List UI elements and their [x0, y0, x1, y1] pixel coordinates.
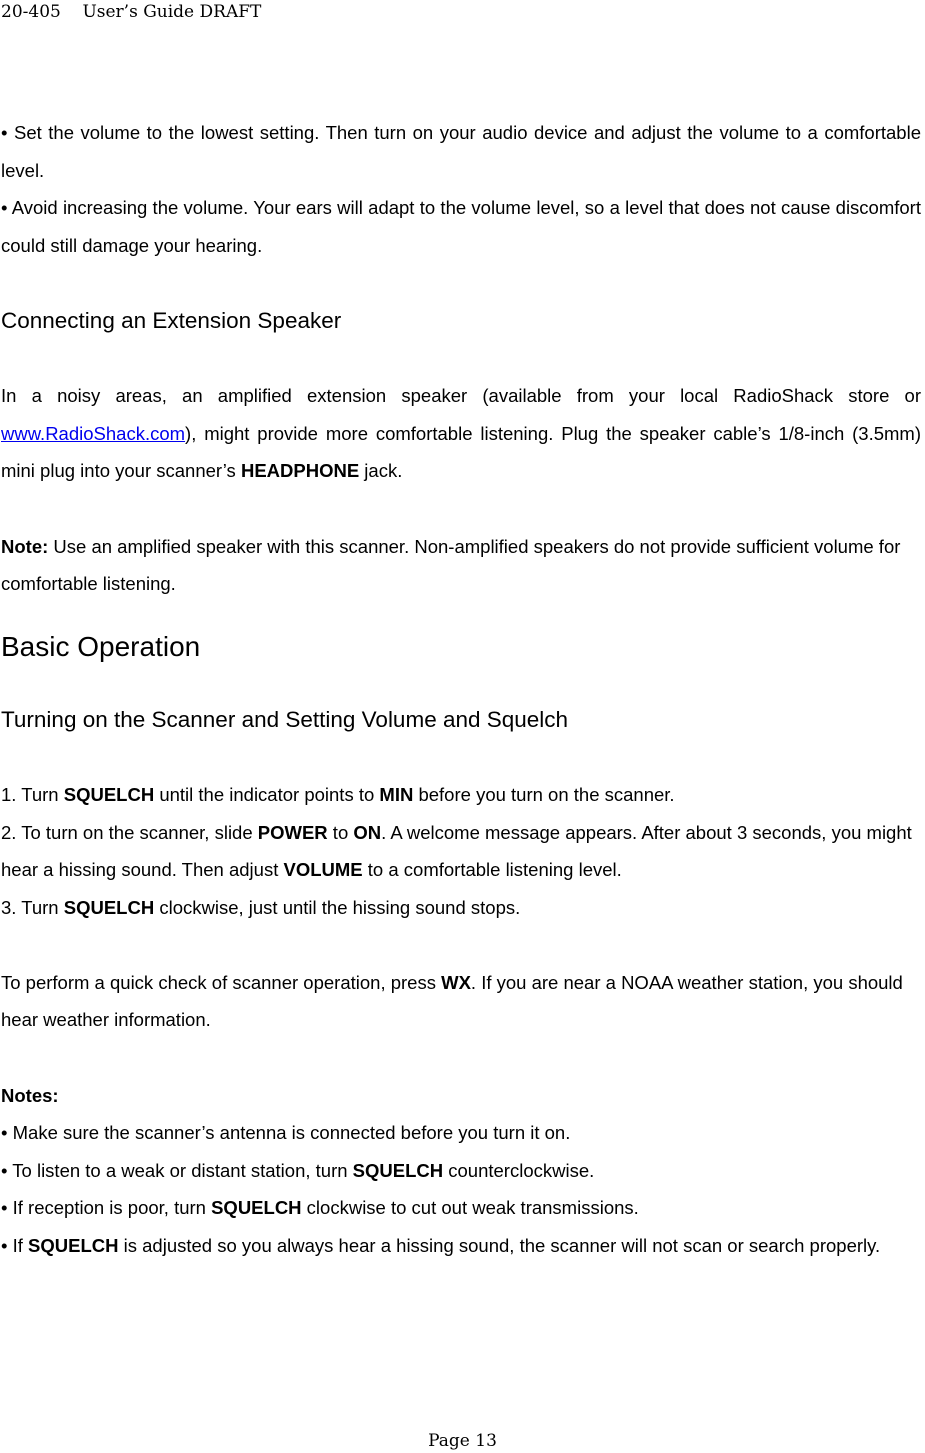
extension-speaker-note — [1, 528, 921, 603]
notes-label-text: Notes: — [1, 1084, 59, 1106]
note-label: Note: — [1, 535, 49, 557]
turning-on-heading: Turning on the Scanner and Setting Volume and Squelch — [1, 706, 569, 732]
squelch-term: SQUELCH — [211, 1197, 302, 1219]
text-run: To perform a quick check of scanner operation, press — [1, 971, 442, 993]
squelch-term: SQUELCH — [63, 783, 155, 805]
power-term: POWER — [257, 821, 328, 843]
text-run: • If reception is poor, turn — [1, 1197, 212, 1219]
text-run: to — [327, 821, 354, 843]
note-item-1: • Make sure the scanner’s antenna is connected before you turn it on. — [1, 1122, 571, 1144]
text-run: • To listen to a weak or distant station, turn — [1, 1159, 353, 1181]
note-item-2 — [1, 1152, 921, 1190]
volume-bullet-1: • Set the volume to the lowest setting. Then turn on your audio device and adjust the volume to a comfortable level. — [1, 122, 921, 181]
spacer — [1, 603, 921, 627]
extension-speaker-paragraph — [1, 377, 921, 490]
volume-bullet-2: • Avoid increasing the volume. Your ears will adapt to the volume level, so a level that does not cause discomfort could still damage your hearing. — [1, 197, 921, 256]
spacer — [1, 667, 921, 701]
min-term: MIN — [379, 783, 414, 805]
spacer — [1, 490, 921, 528]
notes-label — [1, 1077, 921, 1115]
text-run: is adjusted so you always hear a hissing sound, the scanner will not scan or search properly. — [118, 1235, 881, 1257]
spacer — [1, 340, 921, 378]
quick-check-paragraph — [1, 964, 921, 1039]
text-run: . A welcome message appears. After about 3 seconds, you might hear a hissing sound. Then adjust — [1, 821, 912, 881]
page-header: 20-405 User’s Guide DRAFT — [1, 2, 262, 22]
text-run: until the indicator points to — [154, 783, 380, 805]
radioshack-link[interactable]: www.RadioShack.com — [1, 422, 186, 444]
text-run: 1. Turn — [1, 783, 64, 805]
text-run: clockwise to cut out weak transmissions. — [301, 1197, 639, 1219]
spacer — [1, 738, 921, 776]
squelch-term: SQUELCH — [352, 1159, 444, 1181]
text-run: 3. Turn — [1, 896, 64, 918]
text-run: jack. — [359, 460, 403, 482]
extension-speaker-heading: Connecting an Extension Speaker — [1, 307, 342, 333]
text-run: counterclockwise. — [443, 1159, 595, 1181]
text-run: before you turn on the scanner. — [413, 783, 675, 805]
step-3 — [1, 889, 921, 927]
headphone-term: HEADPHONE — [240, 460, 360, 482]
spacer — [1, 1039, 921, 1077]
volume-term: VOLUME — [283, 859, 363, 881]
text-run: • If — [1, 1235, 29, 1257]
step-2 — [1, 814, 921, 889]
note-text: Use an amplified speaker with this scanner. Non-amplified speakers do not provide sufficient volume for comfortable listening. — [1, 535, 901, 595]
step-1 — [1, 776, 921, 814]
squelch-term: SQUELCH — [28, 1235, 119, 1257]
text-run: clockwise, just until the hissing sound stops. — [154, 896, 521, 918]
basic-operation-heading: Basic Operation — [1, 630, 201, 662]
squelch-term: SQUELCH — [63, 896, 155, 918]
page-number: Page 13 — [428, 1431, 497, 1451]
text-run: to a comfortable listening level. — [362, 859, 622, 881]
on-term: ON — [353, 821, 382, 843]
note-item-3 — [1, 1189, 921, 1227]
wx-term: WX — [441, 971, 471, 993]
spacer — [1, 264, 921, 302]
note-item-4 — [1, 1227, 921, 1265]
spacer — [1, 926, 921, 964]
document-body — [1, 114, 921, 1265]
text-run: In a noisy areas, an amplified extension speaker (available from your local RadioShack store or — [1, 385, 921, 407]
text-run: . If you are near a NOAA weather station, you should hear weather information. — [1, 971, 903, 1031]
text-run: 2. To turn on the scanner, slide — [1, 821, 258, 843]
text-run: ), might provide more comfortable listening. Plug the speaker cable’s 1/8-inch (3.5mm) mini plug into your scanner’s — [1, 422, 921, 482]
